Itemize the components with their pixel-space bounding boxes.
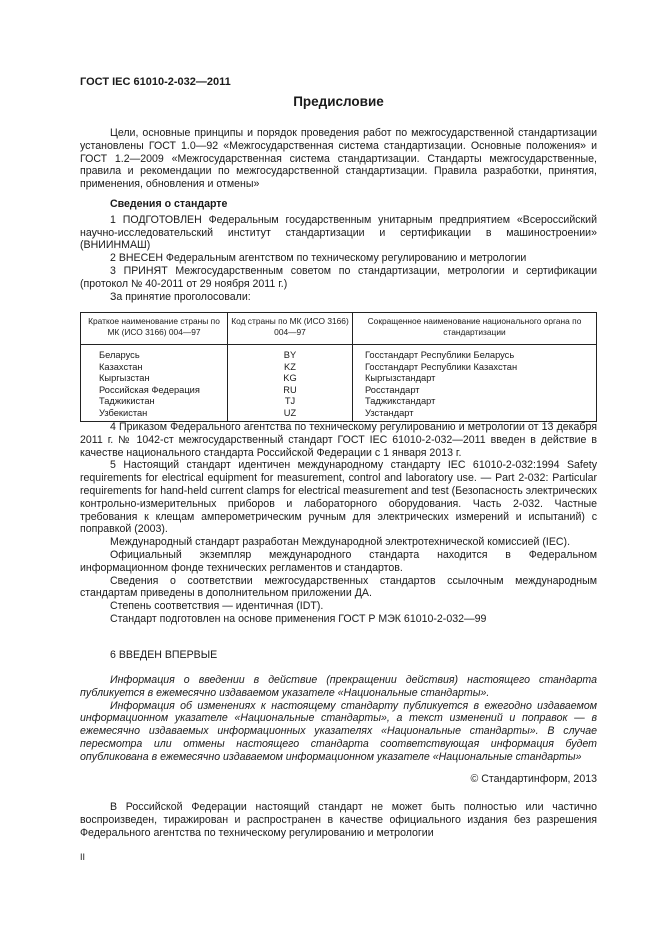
item-4: 4 Приказом Федерального агентства по техническому регулированию и метрологии от 13 декабря 2011 г. № 1042-ст межгосударственный стандарт ГОСТ IEC 61010-2-032—2011 введен в действие в качестве национального стандарта Российской Федерации с 1 января 2013 г. xyxy=(80,421,597,459)
intro-section xyxy=(80,127,597,191)
notice-section xyxy=(80,674,597,764)
info-section xyxy=(80,198,597,303)
item-5-degree: Степень соответствия — идентичная (IDT). xyxy=(110,600,324,613)
item-3: 3 ПРИНЯТ Межгосударственным советом по стандартизации, метрологии и сертификации (протокол № 40-2011 от 29 ноября 2011 г.) xyxy=(80,264,597,290)
copyright: © Стандартинформ, 2013 xyxy=(470,773,597,785)
page-title: Предисловие xyxy=(293,94,384,109)
country-name: Кыргызстан xyxy=(81,373,228,385)
table-row xyxy=(81,345,597,362)
item-1: 1 ПОДГОТОВЛЕН Федеральным государственным унитарным предприятием «Всероссийский научно-исследовательский институт стандартизации и сертификации в машиностроении» (ВНИИНМАШ) xyxy=(80,213,597,252)
country-code: TJ xyxy=(228,396,353,408)
info-heading: Сведения о стандарте xyxy=(110,198,228,210)
table-row xyxy=(81,385,597,397)
rights-notice: В Российской Федерации настоящий стандарт не может быть полностью или частично воспроизведен, тиражирован и распространен в качестве официального издания без разрешения Федерального агентства по техническому регулированию и метрологии xyxy=(80,801,597,839)
item-2: 2 ВНЕСЕН Федеральным агентством по техническому регулированию и метрологии xyxy=(110,252,527,265)
rights-section xyxy=(80,801,597,839)
country-name: Беларусь xyxy=(81,345,228,362)
country-code: RU xyxy=(228,385,353,397)
country-code: KG xyxy=(228,373,353,385)
countries-table xyxy=(80,312,597,422)
table-row xyxy=(81,408,597,422)
countries-table-wrap xyxy=(80,312,597,422)
country-code: BY xyxy=(228,345,353,362)
col-header-code: Код страны по МК (ИСО 3166) 004—97 xyxy=(228,313,353,345)
item-5-official-copy: Официальный экземпляр международного стандарта находится в Федеральном информационном фонде технических регламентов и стандартов. xyxy=(80,548,597,574)
standards-body: Кыргызстандарт xyxy=(365,373,436,383)
notice-2: Информация об изменениях к настоящему стандарту публикуется в ежегодно издаваемом информационном указателе «Национальные стандарты», а текст изменений и поправок — в ежемесячно издаваемых информационных указателях «Национальные стандарты». В случае пересмотра или отмены настоящего стандарта соответствующая информация будет опубликована в ежемесячно издаваемом информационном указателе «Национальные стандарты» xyxy=(80,699,597,763)
col-header-country: Краткое наименование страны по МК (ИСО 3166) 004—97 xyxy=(81,313,228,345)
item-5-iec: Международный стандарт разработан Международной электротехнической комиссией (IEC). xyxy=(110,536,571,549)
voted-label: За принятие проголосовали: xyxy=(110,290,251,303)
item-5: 5 Настоящий стандарт идентичен международному стандарту IEC 61010-2-032:1994 Safety requirements for electrical equipment for measurement, control and laboratory use. — Part 2-032: Particular requirements for hand-held current clamps for electrical measurement and test (Безопасность электрических контрольно-измерительных приборов и лабораторного оборудования. Часть 2-032. Частные требования к клещам амперометрическим ручным для электрических измерений и испытаний) с поправкой (2003). xyxy=(80,459,597,536)
country-name: Российская Федерация xyxy=(81,385,228,397)
country-code: UZ xyxy=(228,408,353,422)
page-number: II xyxy=(80,852,86,862)
table-row xyxy=(81,373,597,385)
standards-body: Узстандарт xyxy=(365,407,414,418)
intro-paragraph: Цели, основные принципы и порядок проведения работ по межгосударственной стандартизации установлены ГОСТ 1.0—92 «Межгосударственная система стандартизации. Основные положения» и ГОСТ 1.2—2009 «Межгосударственная система стандартизации. Стандарты межгосударственные, правила и рекомендации по межгосударственной стандартизации. Правила разработки, принятия, применения, обновления и отмены» xyxy=(80,127,597,191)
country-name: Казахстан xyxy=(81,362,228,374)
notice-1: Информация о введении в действие (прекращении действия) настоящего стандарта публикуется в ежемесячно издаваемом указателе «Национальные стандарты». xyxy=(80,674,597,699)
country-name: Таджикистан xyxy=(81,396,228,408)
standards-body: Таджикстандарт xyxy=(365,396,436,406)
country-name: Узбекистан xyxy=(81,408,228,422)
standards-body: Госстандарт Республики Казахстан xyxy=(365,361,518,372)
item-5-references: Сведения о соответствии межгосударственных стандартов ссылочным международным стандартам приведены в дополнительном приложении ДА. xyxy=(80,574,597,600)
table-row xyxy=(81,362,597,374)
item-6 xyxy=(80,649,597,662)
item-5-basis: Стандарт подготовлен на основе применения ГОСТ Р МЭК 61010-2-032—99 xyxy=(110,612,487,625)
standards-body: Госстандарт Республики Беларусь xyxy=(365,350,515,360)
table-row xyxy=(81,396,597,408)
item-6-text: 6 ВВЕДЕН ВПЕРВЫЕ xyxy=(110,649,218,661)
document-header: ГОСТ IEC 61010-2-032—2011 xyxy=(80,76,231,88)
col-header-body: Сокращенное наименование национального органа по стандартизации xyxy=(353,313,597,345)
country-code: KZ xyxy=(228,362,353,374)
section-4-5 xyxy=(80,421,597,626)
standards-body: Росстандарт xyxy=(365,384,420,395)
